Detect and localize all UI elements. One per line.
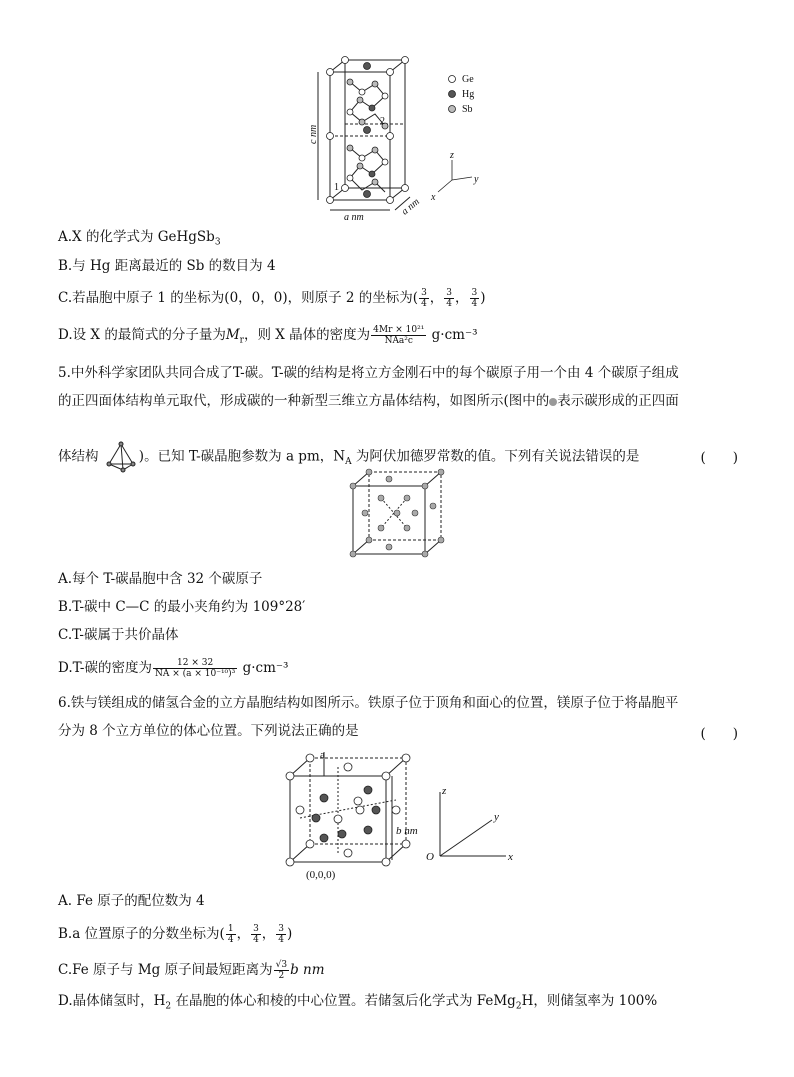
- axis-x: x: [508, 851, 513, 863]
- q4-option-c: C.若晶胞中原子 1 的坐标为(0，0，0)，则原子 2 的坐标为( $\frac{3}{4}$ ， $\frac{3}{4}$ ， $\frac{3}{4}$ ): [58, 288, 486, 309]
- atom-2-label: 2: [380, 116, 385, 127]
- q5-stem-line1: 5.中外科学家团队共同合成了T-碳。T-碳的结构是将立方金刚石中的每个碳原子用一个由 4 个碳原子组成: [58, 365, 679, 381]
- q4-option-d: D.设 X 的最简式的分子量为$M_r$，则 X 晶体的密度为 $\frac{\text{4Mr × 10²¹}}{\text{NAa²c}}$ g·cm⁻³: [58, 325, 478, 346]
- label-b: b nm: [396, 825, 418, 837]
- q4-option-a: A.X 的化学式为 GeHgSb$_3$: [58, 229, 221, 248]
- figure-t-carbon-cell: [345, 468, 449, 560]
- label-a: a: [320, 749, 325, 761]
- q6-option-a: A. Fe 原子的配位数为 4: [58, 893, 205, 909]
- q6-option-b: B.a 位置原子的分数坐标为( $\frac{1}{4}$ ， $\frac{3}{4}$ ， $\frac{3}{4}$ ): [58, 924, 293, 945]
- axis-origin: O: [426, 851, 434, 863]
- figure-femg-cell: [280, 748, 520, 884]
- axis-z: z: [442, 785, 447, 797]
- q5-stem-line3: 体结构 )。已知 T-碳晶胞参数为 a pm，$N_A$ 为阿伏加德罗常数的值。下列有关说法错误的是: [58, 440, 639, 474]
- q5-answer-paren: ( ): [700, 450, 738, 466]
- a-side-label: a nm: [399, 196, 422, 218]
- axis-y: y: [494, 811, 499, 823]
- atom-1-label: 1: [334, 182, 339, 193]
- axis-y: y: [474, 174, 479, 185]
- q5-option-a: A.每个 T-碳晶胞中含 32 个碳原子: [58, 571, 263, 587]
- legend-ge: Ge: [462, 74, 474, 85]
- q6-stem-line1: 6.铁与镁组成的储氢合金的立方晶胞结构如图所示。铁原子位于顶角和面心的位置，镁原子位于将晶胞平: [58, 695, 679, 711]
- a-label: a nm: [344, 212, 364, 222]
- q6-option-d: D.晶体储氢时，$H_2$ 在晶胞的体心和棱的中心位置。若储氢后化学式为 FeMg$_2$H，则储氢率为 100%: [58, 993, 658, 1012]
- q5-option-b: B.T-碳中 C—C 的最小夹角约为 109°28′: [58, 599, 306, 615]
- q6-answer-paren: ( ): [700, 726, 738, 742]
- q5-stem-line2: 的正四面体结构单元取代，形成碳的一种新型三维立方晶体结构，如图所示(图中的 表示碳形成的正四面: [58, 393, 679, 409]
- q4-option-b: B.与 Hg 距离最近的 Sb 的数目为 4: [58, 258, 276, 274]
- q6-stem-line2: 分为 8 个立方单位的体心位置。下列说法正确的是: [58, 723, 359, 739]
- tetrahedron-icon: [103, 440, 139, 474]
- q5-option-d: D.T-碳的密度为 $\frac{12 \times 32}{\text{NA × (a × 10⁻¹⁰)³}}$ g·cm⁻³: [58, 658, 289, 679]
- c-label: c nm: [308, 124, 319, 144]
- figure-gehgsb-crystal: [300, 52, 500, 222]
- label-origin: (0,0,0): [306, 869, 336, 881]
- q5-option-c: C.T-碳属于共价晶体: [58, 627, 179, 643]
- q6-option-c: C.Fe 原子与 Mg 原子间最短距离为 $\frac{√3}{2}$ b nm: [58, 960, 325, 981]
- axis-z: z: [450, 150, 454, 161]
- legend-hg: Hg: [462, 89, 475, 100]
- axis-x: x: [431, 192, 436, 203]
- legend-sb: Sb: [462, 104, 473, 115]
